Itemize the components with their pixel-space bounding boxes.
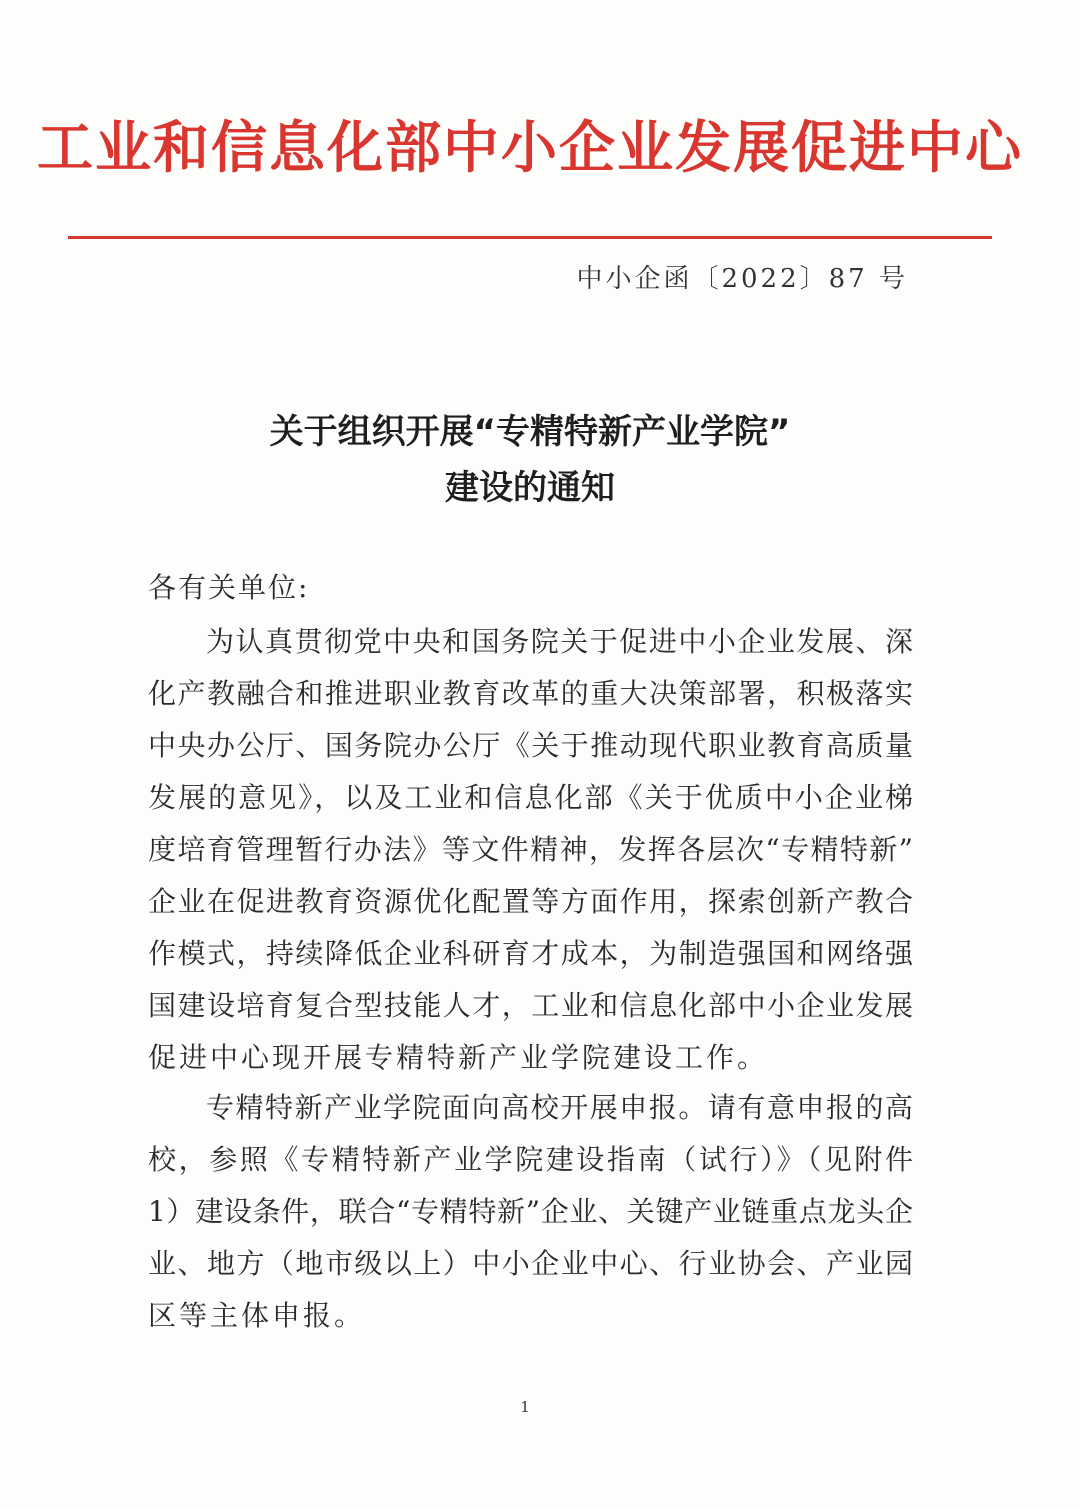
body-line: 发展的意见》，以及工业和信息化部《关于优质中小企业梯 xyxy=(148,781,913,814)
body-line: 中央办公厅、国务院办公厅《关于推动现代职业教育高质量 xyxy=(148,729,913,762)
body-line: 度培育管理暂行办法》等文件精神，发挥各层次“专精特新” xyxy=(148,833,913,866)
body-line: 1）建设条件，联合“专精特新”企业、关键产业链重点龙头企 xyxy=(148,1195,913,1228)
body-line: 校，参照《专精特新产业学院建设指南（试行）》（见附件 xyxy=(148,1143,913,1176)
body-line: 企业在促进教育资源优化配置等方面作用，探索创新产教合 xyxy=(148,885,913,918)
salutation: 各有关单位: xyxy=(148,571,310,604)
body-line: 作模式，持续降低企业科研育才成本，为制造强国和网络强 xyxy=(148,937,913,970)
issuing-organization-header: 工业和信息化部中小企业发展促进中心 xyxy=(37,116,1023,181)
body-line: 业、地方（地市级以上）中小企业中心、行业协会、产业园 xyxy=(148,1247,913,1280)
body-line: 专精特新产业学院面向高校开展申报。请有意申报的高 xyxy=(206,1091,913,1124)
body-line: 促进中心现开展专精特新产业学院建设工作。 xyxy=(148,1041,769,1074)
body-line: 国建设培育复合型技能人才，工业和信息化部中小企业发展 xyxy=(148,989,913,1022)
red-header-rule xyxy=(68,236,992,239)
document-number: 中小企函〔2022〕87 号 xyxy=(576,264,908,294)
document-title-line-2: 建设的通知 xyxy=(445,468,615,508)
document-title-line-1: 关于组织开展“专精特新产业学院” xyxy=(269,412,791,452)
body-line: 为认真贯彻党中央和国务院关于促进中小企业发展、深 xyxy=(206,625,913,658)
page-number: 1 xyxy=(520,1398,530,1416)
body-line: 化产教融合和推进职业教育改革的重大决策部署，积极落实 xyxy=(148,677,913,710)
body-line: 区等主体申报。 xyxy=(148,1299,366,1332)
